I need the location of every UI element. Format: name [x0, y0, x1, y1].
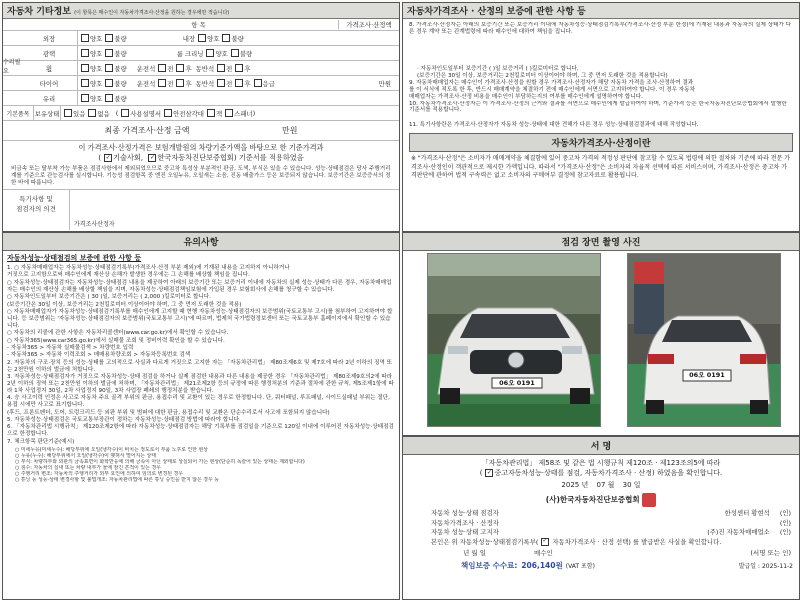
checkbox[interactable]: [225, 109, 233, 117]
final-price-label: 최종 가격조사·산정 금액: [104, 126, 190, 135]
notice-paragraph: (후드, 프론트펜더, 도어, 트렁크리드 등 외판 부위 및 범퍼에 대한 판금, 용접수리 및 교환은 단순수리로서 사고에 포함되지 않습니다): [7, 409, 330, 416]
item-9b: 를 이 서식에 적도록 한 후, 반드시 매매계약을 체결하기 전에 매수인에게 서면으로 고지하여야 합니다. 이 경우 자동차: [409, 86, 695, 93]
option-text: 불량: [239, 49, 253, 58]
issue-date: 발급일 : 2025-11-2: [738, 563, 793, 570]
buyer-date: 년 월 일: [463, 549, 486, 557]
option-text: 불량: [114, 79, 127, 88]
seal-stamp-icon: [642, 493, 656, 507]
criteria-item: ○ 튜닝 등 성능·상태 변경사항 및 불법개조: 자동차관리법에 따른 튜닝 승인을 받지 않은 경우 등: [15, 476, 220, 483]
checkbox[interactable]: [217, 64, 225, 72]
signatory-list: [403, 507, 799, 547]
date-day: 30: [622, 481, 632, 489]
buyer-label: 매수인: [533, 549, 553, 557]
criteria-item: ○ 침수: 자동차의 실내 또는 차량 내부가 물에 잠긴 흔적이 있는 경우: [15, 464, 161, 471]
photo-header: 점검 장면 촬영 사진: [403, 233, 799, 251]
option-text: 양호: [90, 34, 103, 43]
notice-section: [2, 232, 400, 600]
statement-line: 중고자동차성능·상태를 점검, 자동차가격조사 · 산정) 하였음을 확인합니다.: [494, 469, 723, 477]
row-gloss: [3, 46, 399, 61]
row-label: 유리: [3, 91, 78, 105]
checkbox-used-car[interactable]: [485, 469, 493, 477]
checkbox[interactable]: [105, 49, 113, 57]
option-text: 후: [185, 64, 192, 73]
row-label: 타이어: [3, 76, 78, 90]
signatory-seal-mark: (인): [779, 509, 791, 517]
signature-statement: 「자동차관리법」 제58조 및 같은 법 시행규칙 제120조 · 제123조의5에 따라 (✓ 중고자동차성능·상태를 점검, 자동차가격조사 · 산정) 하였음을 확인합니다.: [403, 455, 799, 478]
sub-label: 동반석: [195, 79, 215, 88]
inspection-photo-rear: [627, 253, 781, 427]
checkbox[interactable]: [88, 109, 96, 117]
other-info-note: (이 항목은 매수인이 자동차가격조사·산정을 원하는 경우에만 적습니다): [74, 10, 230, 16]
notice-body: [3, 251, 399, 485]
date-month: 07: [596, 481, 606, 489]
signatory-row: [431, 538, 791, 548]
item-8: 8. 가격조사·산정자는 아래의 보증기간 또는 보증거리 이내에 자동차성능·상태점검기록부(가격조사·산정 부분 한정)에 기재된 내용과 자동차의 실제 상태가 다른 경우 계약 또는 관계법령에 따라 매수인에 대하여 책임을 집니다.: [409, 22, 792, 35]
signatory-seal-mark: (인): [779, 528, 791, 536]
notice-paragraph: ○ 자동차매매업자가 자동차성능·상태점검기록부를 매수인에게 고지할 때 현행 자동차성능·상태점검자의 보증범위(국토교통부 고시)를 첨부하여 고지하여야 합니다. 등 보증범위는 '자동차성능·상태점검자의 보증범위(국토교통부 고시)'에 따르며, 법제처 국가법령정보센터 또는 국토교통부 홈페이지에서 확인할 수 있습니다.: [7, 308, 393, 329]
option-text: 사용설명서: [130, 109, 162, 118]
signatory-seal-mark: (인): [779, 518, 791, 527]
buyer-sign-mark: (서명 또는 인): [750, 549, 791, 557]
checkbox[interactable]: [176, 79, 184, 87]
notice-paragraph: 6. 「자동차관리법 시행규칙」 제120조제2항에 따라 자동차성능·상태점검자는 해당 기록부를 점검일을 기준으로 120일 이내에 이루어진 자동차성능·상태점검으로 한정합니다.: [7, 424, 394, 438]
row-glass: [3, 91, 399, 106]
item-10: 10. 자동차가격조사·산정자는 이 가격조사·산정의 근거와 결과를 서면으로 매수인에게 발급하여야 하며, 기준가격 등은 한국자동차진단보증협회에서 발행한 기준서를 적용합니다.: [409, 100, 787, 114]
option-text: 안전삼각대: [173, 109, 204, 118]
buyer-row: [403, 547, 799, 557]
signatory-name: 한성센터 황현석: [724, 509, 770, 517]
signatory-label: 자동차 성능·상태 고지자: [431, 528, 499, 536]
special-notes-row: [3, 189, 399, 230]
checkbox[interactable]: [158, 79, 166, 87]
issuer-org: [403, 493, 799, 507]
checkbox[interactable]: [235, 64, 243, 72]
checkbox[interactable]: [222, 34, 230, 42]
option-text: 불량: [114, 64, 127, 73]
price-def-text: ※ "가격조사·산정"은 소비자가 매매계약을 체결함에 있어 중고차 가격의 적정성 판단에 참고할 수 있도록 법령에 의한 절차와 기준에 따라 전문 가격조사·산정인이 객관적으로 제시한 가액입니다. 따라서 "가격조사·산정"은 소비자의 자율적 선택에 따른 서비스이며, 가격조사·산정은 중고차 가격판단에 관하여 법적 구속력은 없고 소비자의 구매여부 결정에 참고자료로 활용됩니다.: [411, 155, 791, 179]
option-text: 응급: [262, 79, 275, 88]
checkbox[interactable]: [198, 34, 206, 42]
basis-option: 한국자동차진단보증협회) 기준서를 적용하였음: [157, 153, 304, 162]
signatory-row: [431, 528, 791, 538]
sub-label: 동반석: [195, 64, 215, 73]
checkbox[interactable]: [81, 64, 89, 72]
option-text: 불량: [114, 34, 127, 43]
row-label: 외장: [3, 31, 78, 45]
item-8-note: (보증기간은 30일 이상, 보증거리는 2천킬로미터 이상이어야 하며, 그 중 먼저 도래한 것을 적용합니다): [417, 72, 668, 79]
col-header-row: [3, 19, 399, 31]
notice-paragraph: - 자동차365 > 자동차 이력조회 > 매매용차량조회 > 자동차등록번호 검색: [7, 352, 191, 359]
sub-label: 운전석: [136, 64, 156, 73]
checkbox[interactable]: [105, 34, 113, 42]
checkbox[interactable]: [254, 79, 262, 87]
notice-paragraph: 5. 자동차성능·상태점검은 국토교통부장관이 정하는 자동차성능·상태점검 방법에 따라야 합니다.: [7, 417, 241, 424]
group-label-repair: 수리필요: [3, 59, 21, 75]
notice-paragraph: 거짓으로 고지함으로써 매수인에게 재산상 손해가 발생한 경우에는 그 손해를 배상할 책임을 집니다.: [7, 272, 250, 279]
signatory-row: [431, 509, 791, 519]
row-label: 보유상태: [34, 106, 61, 120]
option-text: 전: [226, 64, 233, 73]
photo-section: [402, 232, 800, 436]
checkbox[interactable]: [105, 94, 113, 102]
group-label-basic: 기본품목: [3, 106, 34, 120]
special-label-line: 특기사항 및: [19, 195, 53, 203]
notice-paragraph: 1. ○ 자동차매매업자는 자동차성능·상태점검기록부(가격조사·산정 부분 제외)에 기재된 내용을 고지하지 아니하거나: [7, 265, 290, 271]
date-day-label: 일: [633, 481, 641, 489]
checkbox[interactable]: [207, 109, 215, 117]
date-month-label: 월: [607, 481, 615, 489]
row-basic-items: 기본품목 보유상태 있음 없음 ( 사용설명서 안전삼각대 잭 스패너 ): [3, 106, 399, 121]
notice-subtitle: 자동차성능·상태점검의 보증에 관한 사항 등: [7, 254, 142, 262]
col-header-price: 가격조사·산정액: [338, 20, 399, 29]
checklist-table: [3, 31, 399, 121]
option-text: 후: [244, 64, 251, 73]
option-text: 양호: [90, 79, 103, 88]
option-text: 스패너: [234, 109, 253, 118]
notice-paragraph: (보증기간은 30일 이상, 보증거리는 2천킬로미터 이상이어야 하며, 그 중 먼저 도래한 것을 적용): [7, 301, 242, 308]
option-text: 불량: [231, 34, 244, 43]
fee-value: 206,140원: [521, 561, 563, 570]
plate-number-front: 06오 0191: [499, 379, 535, 387]
option-text: 잭: [215, 109, 223, 118]
signature-section: [402, 436, 800, 600]
notice-paragraph: 7. 체크항목 판단기준(예시): [7, 438, 75, 445]
notice-paragraph: ○ 자동차성능·상태점검자는 자동차성능·상태점검 내용을 제공하여 아래의 보증기간 또는 보증거리 이내에 자동차의 실제 성능·상태가 다른 경우, 자동차매매업자는 매수인의 재산상 손해를 배상할 책임을 지며, 자동차성능·상태점검책임보험에 가입된 경우 보험회사에 손해를 청구할 수 있습니다.: [7, 279, 392, 293]
option-text: 없음: [97, 109, 110, 118]
notice-paragraphs: [7, 265, 395, 446]
signatory-name: 자동차가격조사 · 산정 선택) 를 발급받은 사실을 확인합니다.: [552, 537, 722, 546]
item-11: 11. 특기사항란은 가격조사·산정자가 자동차 성능·상태에 대한 견해가 다른 경우 성능·상태점검결과에 대해 작성합니다.: [409, 121, 699, 128]
other-info-title: 자동차 기타정보: [7, 7, 71, 17]
criteria-item: ○ 부식: 차량하부와 외판의 금속표면이 화학반응에 의해 금속이 아닌 상태로 상실되어 가는 현상(단순히 녹슬어 있는 상태는 제외합니다): [15, 458, 305, 465]
fee-row: [403, 557, 799, 571]
signatory-row: [431, 519, 791, 529]
date-year: 2025: [561, 481, 580, 489]
checkbox[interactable]: [164, 109, 172, 117]
basis-statement: 이 가격조사·산정가격은 보험개발원의 차량기준가액을 바탕으로 한 기준가격과 (✓ 기술사회, ✓한국자동차진단보증협회) 기준서를 적용하였음: [3, 141, 399, 165]
option-text: 전: [167, 79, 174, 88]
criteria-item: ○ 미세누유(미세누수): 해당부위에 오일(냉각수)이 비치는 정도로서 부품 노후로 인한 현상: [15, 446, 208, 453]
basis-option: 기술사회: [113, 153, 141, 162]
sub-label: 룸 크리닝: [176, 49, 204, 58]
checkbox[interactable]: [81, 94, 89, 102]
price-def-header: 자동차가격조사·산정이란: [409, 133, 793, 152]
inspection-photo-front: [427, 253, 601, 427]
option-text: 불량: [114, 94, 127, 103]
examiner-label: 가격조사산정자: [74, 221, 115, 228]
special-notes-label: [3, 190, 70, 230]
row-exterior: [3, 31, 399, 46]
option-text: 후: [185, 79, 192, 88]
option-text: 양호: [90, 94, 103, 103]
signatory-label: 자동차 성능·상태 점검자: [431, 509, 499, 517]
row-wheel: [3, 61, 399, 76]
checkbox[interactable]: [176, 64, 184, 72]
option-text: 불량: [114, 49, 127, 58]
final-price-row: [3, 121, 399, 141]
item-9c: 매매업자는 가격조사·산정 비용을 매수인이 부담하는지의 여부를 매수인에게 설명하여야 합니다.: [409, 93, 643, 100]
price-guarantee-header: 자동차가격조사 · 산정의 보증에 관한 사항 등: [403, 3, 799, 19]
notice-paragraph: ○ 자동차인도일부터 보증기간은 ( 30 )일, 보증거리는 ( 2,000 )킬로미터로 합니다.: [7, 294, 211, 301]
row-label: 광택: [3, 46, 78, 60]
checkbox[interactable]: [64, 109, 72, 117]
checkbox-receipt[interactable]: [541, 538, 549, 546]
criteria-item: ○ 누유(누수): 해당부위에서 오일(냉각수)이 맺혀서 떨어지는 상태: [15, 452, 156, 459]
notice-header: 유의사항: [3, 233, 399, 251]
signature-date: [403, 480, 799, 490]
notice-paragraph: - 자동차365 > 자동차 실매물검색 > 차량번호 입력: [7, 344, 134, 351]
checkbox-tech-society[interactable]: [104, 154, 112, 162]
plate-number-rear: 06오 0191: [689, 371, 725, 379]
org-name: (사)한국자동차진단보증협회: [545, 495, 640, 504]
checkbox[interactable]: [158, 64, 166, 72]
checkbox[interactable]: [81, 79, 89, 87]
notice-paragraph: ○ 자동차의 리콜에 관한 사항은 자동차리콜센터(www.car.go.kr)에서 확인할 수 있습니다.: [7, 330, 229, 337]
checkbox[interactable]: [235, 79, 243, 87]
signatory-name: (주)진 자동차매매업소: [707, 528, 770, 536]
other-info-section: [2, 2, 400, 232]
notice-paragraph: ○ 자동차365(www.car365.go.kr)에서 실매물 조회 및 정비이력 확인을 할 수 있습니다.: [7, 337, 225, 344]
checkbox[interactable]: [206, 49, 214, 57]
sub-label: 내장: [182, 34, 196, 43]
other-info-header: [3, 3, 399, 19]
option-text: 후: [244, 79, 251, 88]
fee-label: 책임보증 수수료:: [461, 561, 518, 570]
price-guarantee-body: [403, 19, 799, 131]
option-text: 양호: [90, 64, 103, 73]
notice-paragraph: 4. 승 사고이력 인정은 사고로 자동차 주요 골격 부위의 판금, 용접수리 및 교환이 있는 경우로 한정합니다. 단, 쿼터패널, 루프패널, 사이드실패널 부위는 절단, 용접 시에만 사고로 표기합니다.: [7, 395, 390, 409]
row-tire: [3, 76, 399, 91]
checkbox-kaaa[interactable]: [148, 154, 156, 162]
checkbox[interactable]: [121, 109, 129, 117]
notice-paragraph: 2. 자동차의 구조·장치 등의 성능·상태를 고의적으로 사실과 다르게 거짓으로 고지한 자는 「자동차관리법」 제80조제6호 및 제7호에 따라 2년 이하의 징역 또는 2천만원 이하의 벌금에 처합니다.: [7, 359, 393, 373]
special-notes-field[interactable]: [70, 190, 399, 230]
price-unit: 만원: [378, 79, 391, 88]
criteria-item: ○ 주행거리 변조: 자동차의 주행거리가 외부 요인에 의하여 임의로 변경된 경우: [15, 470, 183, 477]
option-text: 있음: [73, 109, 86, 118]
item-8-period: · 자동차인도일부터 보증기간 ( )일 보증거리 ( )킬로미터로 합니다.: [417, 66, 579, 72]
signature-header: 서 명: [403, 437, 799, 455]
checkbox[interactable]: [105, 64, 113, 72]
option-text: 양호: [90, 49, 103, 58]
checkbox[interactable]: [81, 34, 89, 42]
checkbox[interactable]: [231, 49, 239, 57]
basis-line: 이 가격조사·산정가격은 보험개발원의 차량기준가액을 바탕으로 한 기준가격과: [78, 143, 324, 152]
price-guarantee-section: [402, 2, 800, 232]
checkbox[interactable]: [217, 79, 225, 87]
checkbox[interactable]: [105, 79, 113, 87]
option-text: 양호: [215, 49, 228, 58]
signatory-label: 본인은 위 자동차성능·상태점검기록부(: [431, 537, 539, 546]
checkbox[interactable]: [81, 49, 89, 57]
car-rear-image: [628, 254, 780, 426]
criteria-list: [7, 447, 395, 483]
row-label: 휠: [3, 61, 78, 75]
car-front-image: [428, 254, 600, 426]
col-header-item: 항 목: [191, 21, 206, 29]
signatory-label: 자동차가격조사 · 산정자: [431, 518, 499, 527]
fine-print: 비금속 또는 탈부착 가능 부품은 점검사항에서 제외되었으므로 중고차 특성상 부분적인 판금, 도색, 부식은 있을 수 있습니다. 성능·상태점검은 당사 주행거리계를 기준으로 관능검사를 실시합니다. 기능성 점검항목 중 엔진 오일누유, 오일새는 소음, 진동 배출가스 등은 보증되지 않습니다. 보증기간은 보증증서의 정한 바에 따릅니다.: [11, 166, 391, 186]
statement-line: 「자동차관리법」 제58조 및 같은 법 시행규칙 제120조 · 제123조의5에 따라: [481, 459, 721, 467]
sub-label: 운전석: [136, 79, 156, 88]
date-year-label: 년: [581, 481, 589, 489]
final-price-unit: 만원: [282, 126, 298, 135]
option-text: 전: [167, 64, 174, 73]
item-9a: 9. 자동차매매업자는 매수인이 가격조사·산정을 원할 경우 가격조사·산정자가 해당 자동차 가격을 조사·산정하여 결과: [409, 79, 694, 86]
notice-paragraph: 3. 자동차성능·상태점검자가 거짓으로 자동차성능·상태 점검을 하거나 실제 점검한 내용과 다른 내용을 제공한 경우 「자동차관리법」 제80조제9호의2에 따라 2년 이하의 징역 또는 2천만원 이하의 벌금에 처하며, 「자동차관리법」 제21조제2항 등의 규정에 따른 행정처분의 기준과 절차에 관한 규칙, 제5조제1항에 따라 1차 사업정지 30일, 2차 사업정지 90일, 3차 사업장 폐쇄의 행정처분을 받습니다.: [7, 374, 394, 394]
option-text: 양호: [207, 34, 220, 43]
special-label-line: 점검자의 의견: [16, 205, 56, 213]
fee-note: (VAT 포함): [565, 563, 595, 570]
option-text: 전: [226, 79, 233, 88]
